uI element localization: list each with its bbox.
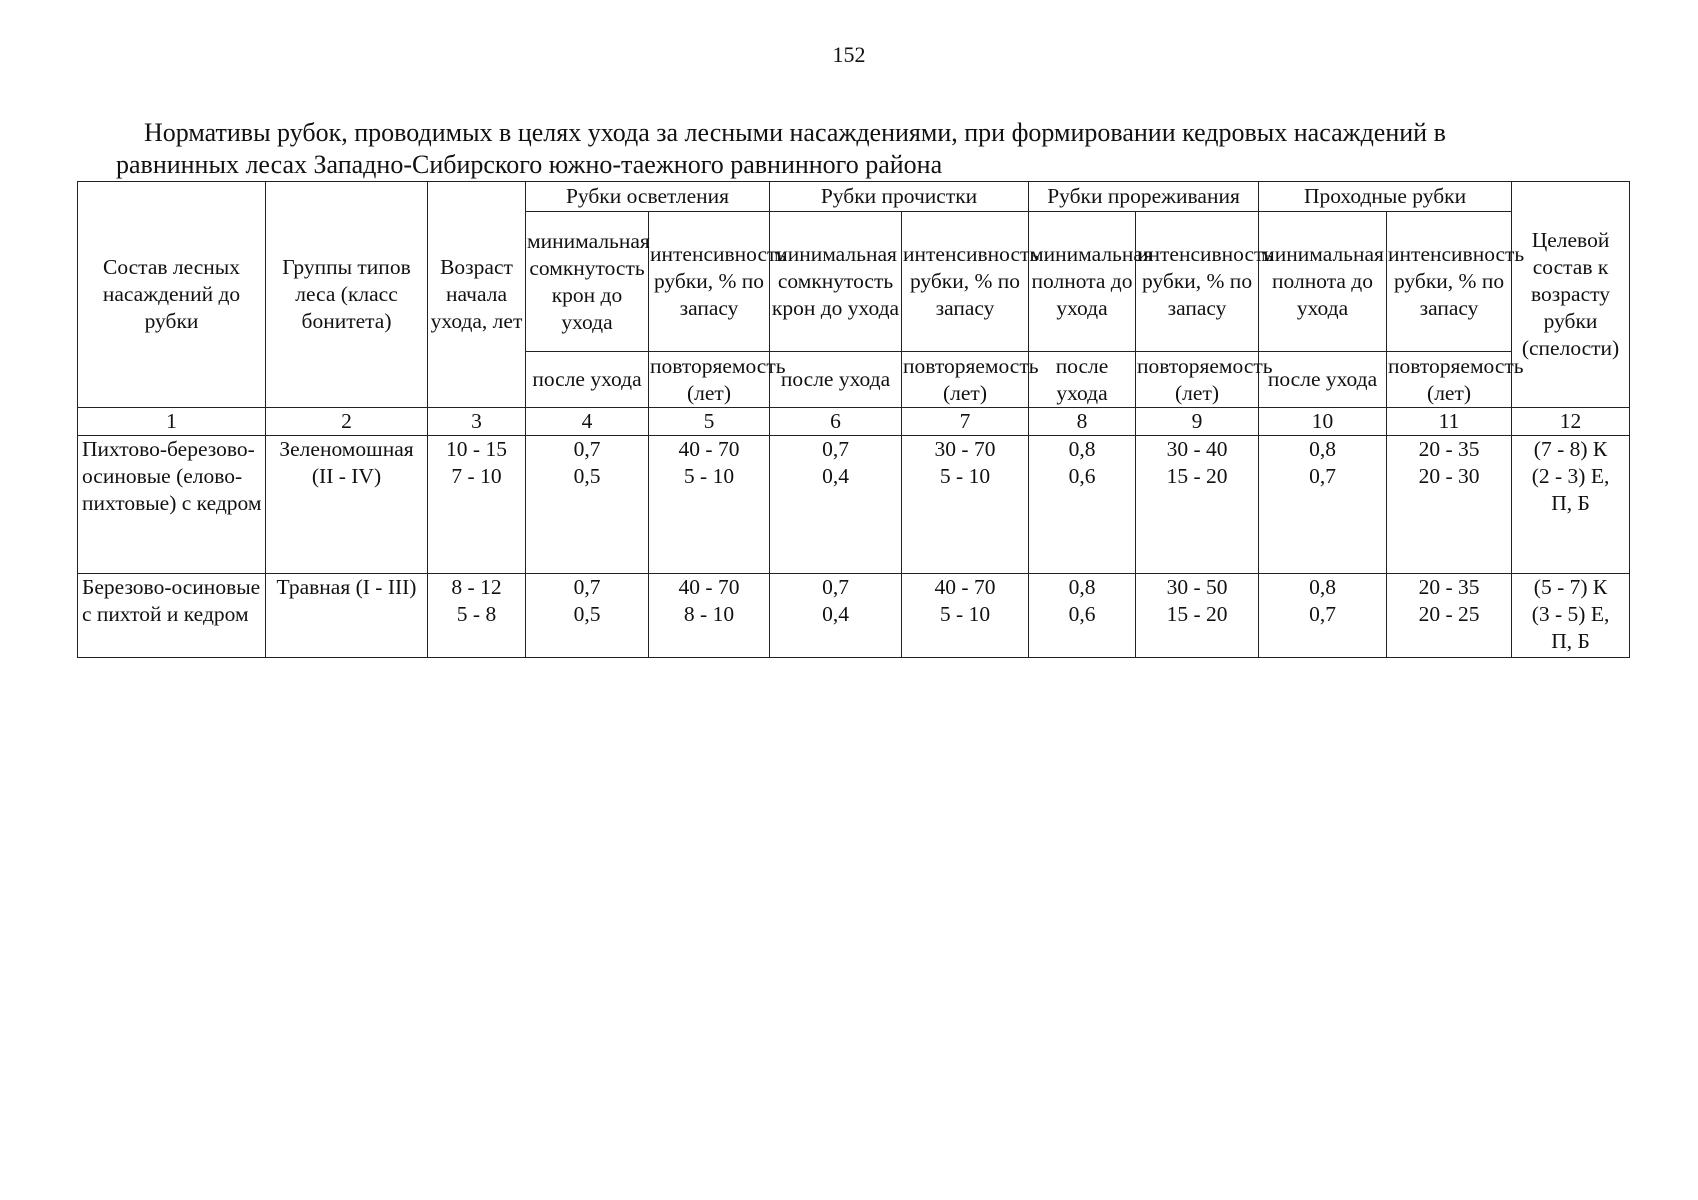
header-clearing-min: минимальная сомкнутость крон до ухода	[526, 212, 649, 352]
table-body	[78, 408, 1630, 658]
document-title-line-2: равнинных лесах Западно-Сибирского южно-таежного равнинного района	[116, 150, 943, 179]
column-number: 6	[770, 408, 902, 436]
cell-age: 10 - 15 7 - 10	[428, 436, 526, 574]
cell-cleaning-intensity: 40 - 70 5 - 10	[902, 574, 1029, 658]
cell-thinning-min: 0,8 0,6	[1029, 436, 1136, 574]
cell-target-composition: (7 - 8) К (2 - 3) Е, П, Б	[1512, 436, 1630, 574]
column-number: 2	[266, 408, 428, 436]
cell-forest-type: Зеленомошная (II - IV)	[266, 436, 428, 574]
cell-cleaning-min: 0,7 0,4	[770, 436, 902, 574]
cell-clearing-min: 0,7 0,5	[526, 436, 649, 574]
header-composition: Состав лесных насаждений до рубки	[78, 182, 266, 408]
cell-forest-type: Травная (I - III)	[266, 574, 428, 658]
column-number: 10	[1259, 408, 1387, 436]
cell-thinning-intensity: 30 - 50 15 - 20	[1136, 574, 1259, 658]
cell-clearing-intensity: 40 - 70 8 - 10	[649, 574, 770, 658]
header-group-cleaning: Рубки прочистки	[770, 182, 1029, 212]
header-clearing-intensity: интенсивность рубки, % по запасу	[649, 212, 770, 352]
header-forest-type: Группы типов леса (класс бонитета)	[266, 182, 428, 408]
column-number: 12	[1512, 408, 1630, 436]
header-passage-intensity: интенсивность рубки, % по запасу	[1387, 212, 1512, 352]
cell-composition: Пихтово-березово-осиновые (елово-пихтовые) с кедром	[78, 436, 266, 574]
header-passage-repeat: повторяемость (лет)	[1387, 352, 1512, 408]
cell-passage-intensity: 20 - 35 20 - 30	[1387, 436, 1512, 574]
column-number: 7	[902, 408, 1029, 436]
cell-cleaning-min: 0,7 0,4	[770, 574, 902, 658]
header-target-composition: Целевой состав к возрасту рубки (спелости)	[1512, 182, 1630, 408]
cell-cleaning-intensity: 30 - 70 5 - 10	[902, 436, 1029, 574]
cell-thinning-min: 0,8 0,6	[1029, 574, 1136, 658]
column-number: 4	[526, 408, 649, 436]
header-thinning-min: минимальная полнота до ухода	[1029, 212, 1136, 352]
column-number: 8	[1029, 408, 1136, 436]
cell-clearing-intensity: 40 - 70 5 - 10	[649, 436, 770, 574]
header-group-thinning: Рубки прореживания	[1029, 182, 1259, 212]
header-cleaning-repeat: повторяемость (лет)	[902, 352, 1029, 408]
cell-composition: Березово-осиновые с пихтой и кедром	[78, 574, 266, 658]
cell-passage-intensity: 20 - 35 20 - 25	[1387, 574, 1512, 658]
cell-target-composition: (5 - 7) К (3 - 5) Е, П, Б	[1512, 574, 1630, 658]
column-number: 9	[1136, 408, 1259, 436]
page-number: 152	[832, 42, 866, 67]
column-number: 3	[428, 408, 526, 436]
header-group-clearing: Рубки осветления	[526, 182, 770, 212]
table-row	[78, 436, 1630, 574]
header-group-passage: Проходные рубки	[1259, 182, 1512, 212]
header-thinning-repeat: повторяемость (лет)	[1136, 352, 1259, 408]
header-cleaning-min: минимальная сомкнутость крон до ухода	[770, 212, 902, 352]
header-passage-after: после ухода	[1259, 352, 1387, 408]
header-cleaning-intensity: интенсивность рубки, % по запасу	[902, 212, 1029, 352]
cell-clearing-min: 0,7 0,5	[526, 574, 649, 658]
column-number: 5	[649, 408, 770, 436]
header-age: Возраст начала ухода, лет	[428, 182, 526, 408]
column-number: 11	[1387, 408, 1512, 436]
cell-thinning-intensity: 30 - 40 15 - 20	[1136, 436, 1259, 574]
cell-age: 8 - 12 5 - 8	[428, 574, 526, 658]
header-passage-min: минимальная полнота до ухода	[1259, 212, 1387, 352]
header-clearing-after: после ухода	[526, 352, 649, 408]
column-number-row	[78, 408, 1630, 436]
cell-passage-min: 0,8 0,7	[1259, 436, 1387, 574]
header-cleaning-after: после ухода	[770, 352, 902, 408]
document-title-line-1: Нормативы рубок, проводимых в целях ухода за лесными насаждениями, при формировании кедровых насаждений в	[144, 118, 1446, 147]
table-header	[78, 182, 1630, 408]
norms-table	[77, 181, 1630, 658]
column-number: 1	[78, 408, 266, 436]
header-clearing-repeat: повторяемость (лет)	[649, 352, 770, 408]
header-thinning-after: после ухода	[1029, 352, 1136, 408]
header-thinning-intensity: интенсивность рубки, % по запасу	[1136, 212, 1259, 352]
table-row	[78, 574, 1630, 658]
cell-passage-min: 0,8 0,7	[1259, 574, 1387, 658]
